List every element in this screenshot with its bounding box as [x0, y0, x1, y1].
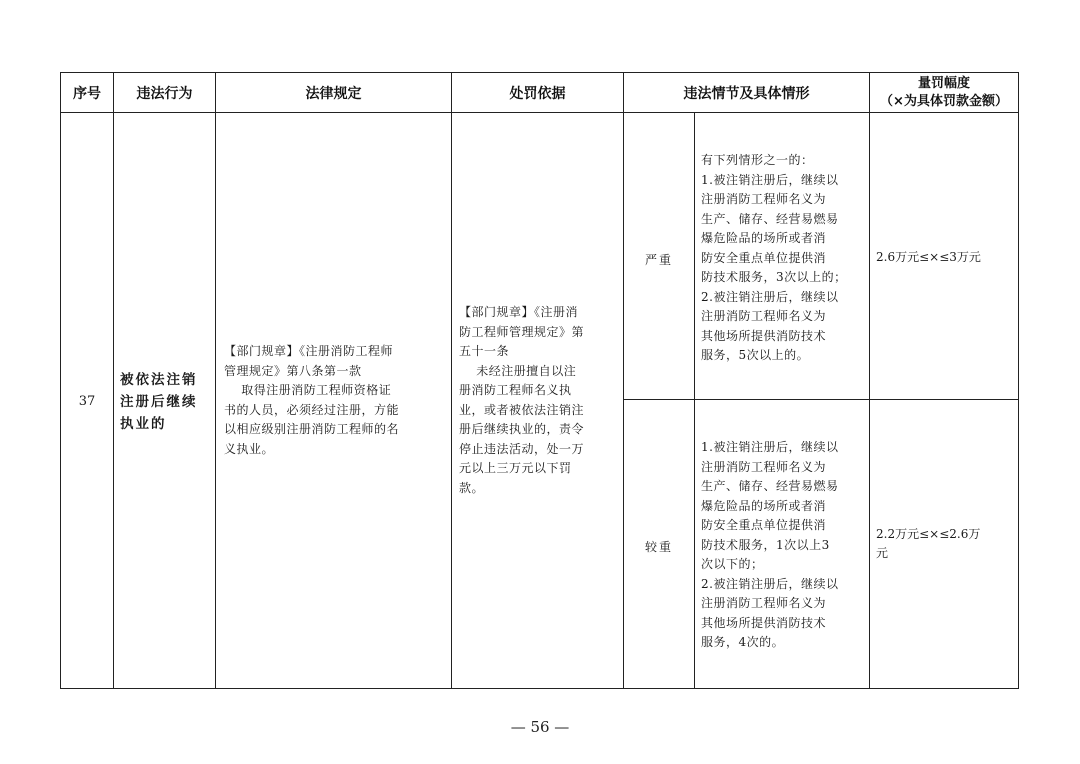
row-violation: 被依法注销 注册后继续 执业的 [120, 372, 198, 432]
level-relatively-severe: 较重 [644, 539, 673, 554]
detail-severe: 有下列情形之一的： 1.被注销注册后，继续以 注册消防工程师名义为 生产、储存、经营易燃易 爆危险品的场所或者消 防安全重点单位提供消 防技术服务，3次以上的； 2.被注销注册后，继续以 注册消防工程师名义为 其他场所提供消防技术 服务，5次以上的。 [701, 153, 847, 362]
table-border-right [1018, 72, 1019, 689]
amount-relatively-severe: 2.2万元≤×≤2.6万 元 [876, 527, 981, 560]
col-divider-level [694, 112, 695, 689]
header-penalty-range [870, 72, 1018, 113]
penalty-table [60, 72, 1019, 689]
col-divider-3 [451, 72, 452, 689]
page-number: — 56 — [510, 718, 570, 736]
header-penalty-range-title: 量罚幅度 [917, 75, 970, 91]
col-divider-5 [869, 72, 870, 689]
col-divider-4 [623, 72, 624, 689]
col-divider-2 [215, 72, 216, 689]
row-legal-provision: 【部门规章】《注册消防工程师 管理规定》第八条第一款 取得注册消防工程师资格证 书的人员，必须经过注册，方能 以相应级别注册消防工程师的名 义执业。 [224, 344, 400, 456]
subrow-divider [623, 399, 1019, 400]
header-circumstances: 违法情节及具体情形 [683, 85, 810, 102]
row-penalty-basis: 【部门规章】《注册消 防工程师管理规定》第 五十一条 未经注册擅自以注 册消防工程师名义执 业，或者被依法注销注 册后继续执业的，责令 停止违法活动，处一万 元以上三万元以下罚 款。 [459, 305, 585, 495]
header-seq: 序号 [73, 85, 101, 102]
header-legal-provision: 法律规定 [305, 85, 362, 102]
table-border-bottom [60, 688, 1019, 689]
header-penalty-range-note: （×为具体罚款金额） [880, 93, 1008, 109]
header-penalty-basis: 处罚依据 [509, 85, 566, 102]
level-severe: 严重 [644, 252, 673, 267]
row-seq-number: 37 [78, 393, 96, 409]
detail-relatively-severe: 1.被注销注册后，继续以 注册消防工程师名义为 生产、储存、经营易燃易 爆危险品的场所或者消 防安全重点单位提供消 防技术服务，1次以上3 次以下的； 2.被注销注册后，继续以 注册消防工程师名义为 其他场所提供消防技术 服务，4次的。 [701, 440, 839, 649]
amount-severe: 2.6万元≤×≤3万元 [876, 250, 981, 264]
header-violation: 违法行为 [136, 85, 193, 102]
